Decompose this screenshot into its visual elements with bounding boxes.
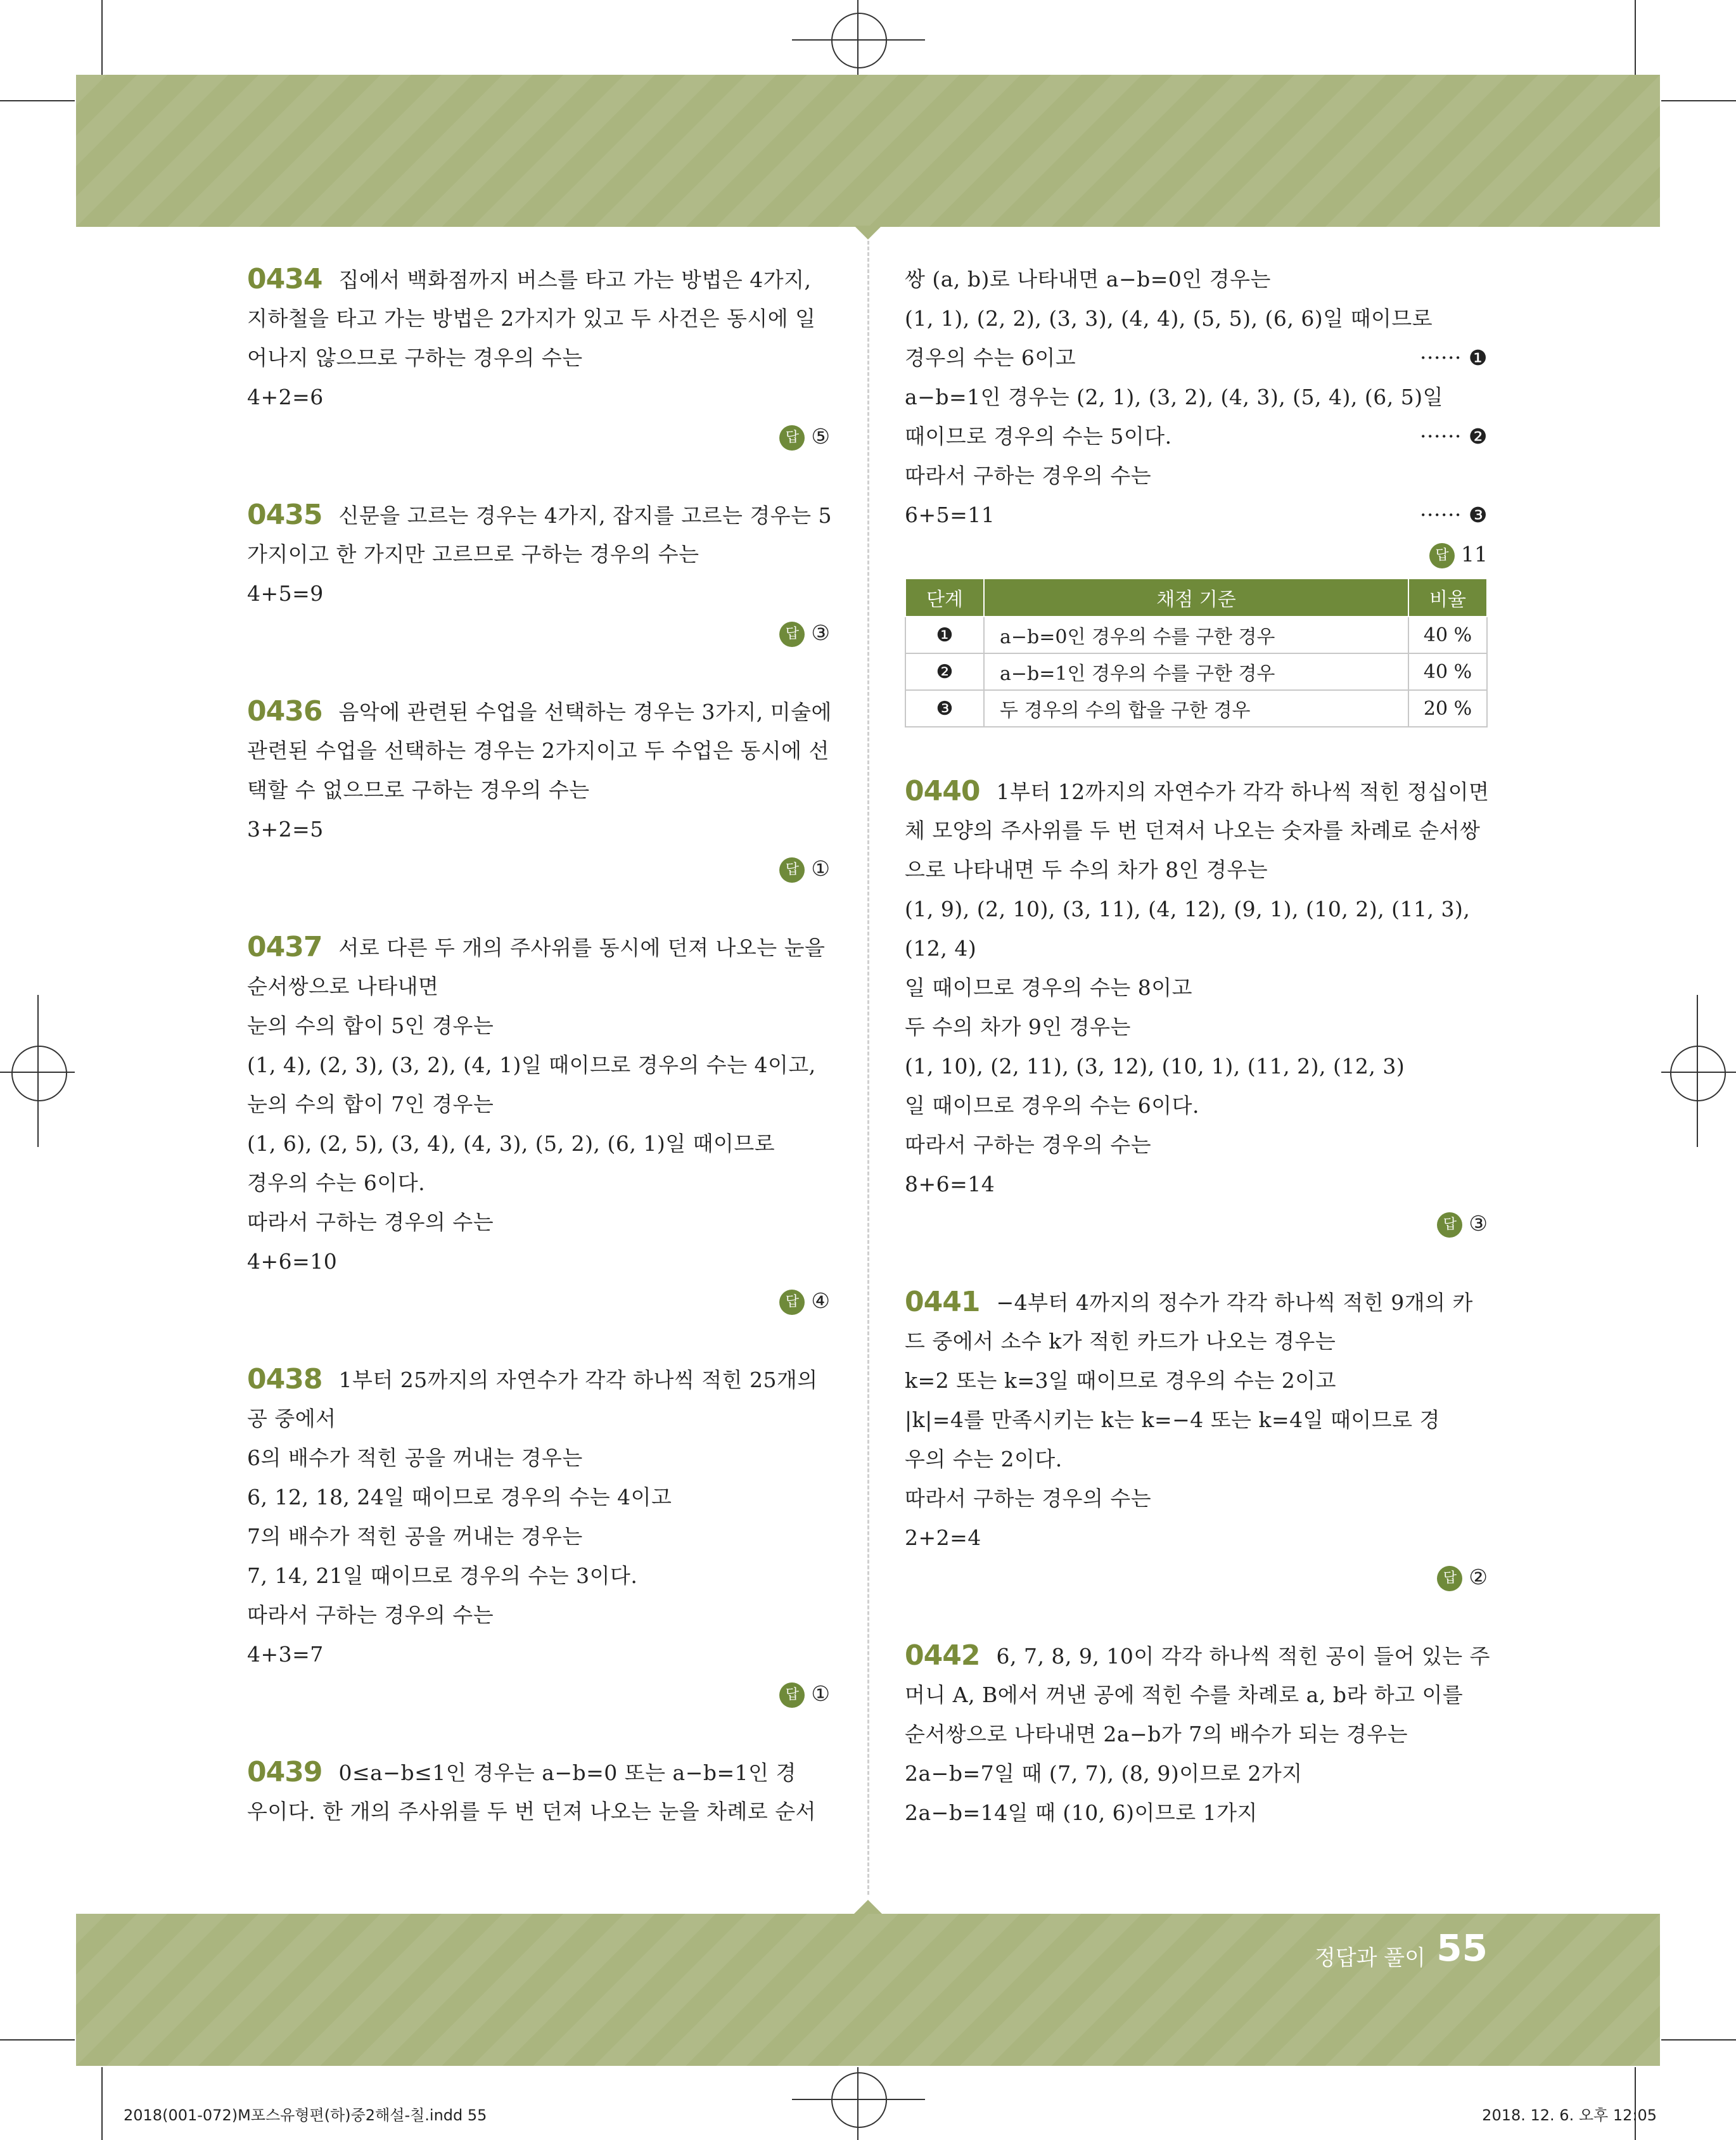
answer-badge: 답 bbox=[779, 622, 805, 647]
solution-text: 가지이고 한 가지만 고르므로 구하는 경우의 수는 bbox=[247, 542, 699, 567]
problem-number: 0441 bbox=[905, 1286, 980, 1318]
table-cell: ❷ bbox=[905, 653, 984, 690]
problem-0436 bbox=[247, 692, 830, 888]
solution-text: 1부터 25까지의 자연수가 각각 하나씩 적힌 25개의 bbox=[338, 1368, 818, 1392]
answer bbox=[247, 613, 830, 653]
solution-line bbox=[905, 1400, 1488, 1440]
solution-line bbox=[247, 1046, 830, 1085]
table-row bbox=[905, 617, 1487, 653]
solution-line bbox=[905, 1715, 1488, 1754]
problem-number: 0436 bbox=[247, 695, 322, 727]
solution-text: 드 중에서 소수 k가 적힌 카드가 나오는 경우는 bbox=[905, 1329, 1336, 1354]
solution-text: −4부터 4까지의 정수가 각각 하나씩 적힌 9개의 카 bbox=[996, 1290, 1473, 1315]
problem-number: 0435 bbox=[247, 499, 322, 531]
solution-line bbox=[247, 496, 830, 535]
solution-text: 일 때이므로 경우의 수는 8이고 bbox=[905, 975, 1192, 1000]
solution-line bbox=[905, 338, 1488, 378]
solution-line bbox=[247, 771, 830, 810]
solution-text: 0≤a−b≤1인 경우는 a−b=0 또는 a−b=1인 경 bbox=[338, 1760, 796, 1785]
solution-line bbox=[247, 574, 830, 613]
solution-text: 8+6=14 bbox=[905, 1172, 995, 1196]
registration-line bbox=[857, 2067, 858, 2140]
solution-text: 4+3=7 bbox=[247, 1642, 324, 1667]
table-cell: a−b=0인 경우의 수를 구한 경우 bbox=[984, 617, 1408, 653]
problem-0438 bbox=[247, 1360, 830, 1714]
answer-value: ② bbox=[1469, 1565, 1488, 1589]
table-row bbox=[905, 690, 1487, 727]
header-notch bbox=[854, 226, 882, 240]
problem-0439 bbox=[247, 1753, 830, 1831]
answer-value: ③ bbox=[1469, 1211, 1488, 1236]
solution-text: 일 때이므로 경우의 수는 6이다. bbox=[905, 1093, 1199, 1118]
answer-badge: 답 bbox=[779, 857, 805, 883]
solution-text: (1, 9), (2, 10), (3, 11), (4, 12), (9, 1), (10, 2), (11, 3), bbox=[905, 897, 1471, 921]
solution-text: 음악에 관련된 수업을 선택하는 경우는 3가지, 미술에 bbox=[338, 700, 832, 724]
answer-badge: 답 bbox=[1437, 1566, 1462, 1591]
solution-0439-continued bbox=[905, 260, 1488, 574]
solution-line bbox=[247, 1124, 830, 1163]
crop-mark bbox=[0, 2039, 75, 2041]
solution-text: 택할 수 없으므로 구하는 경우의 수는 bbox=[247, 778, 590, 802]
solution-line bbox=[905, 1793, 1488, 1833]
solution-text: (1, 1), (2, 2), (3, 3), (4, 4), (5, 5), (6, 6)일 때이므로 bbox=[905, 306, 1433, 331]
registration-line bbox=[857, 0, 858, 75]
solution-text: 따라서 구하는 경우의 수는 bbox=[905, 1132, 1152, 1157]
solution-line bbox=[247, 810, 830, 849]
solution-line bbox=[905, 456, 1488, 496]
table-cell: 두 경우의 수의 합을 구한 경우 bbox=[984, 690, 1408, 727]
solution-line bbox=[905, 1283, 1488, 1322]
solution-line bbox=[905, 1047, 1488, 1086]
solution-text: 4+5=9 bbox=[247, 581, 324, 606]
solution-text: 신문을 고르는 경우는 4가지, 잡지를 고르는 경우는 5 bbox=[338, 503, 832, 528]
solution-text: 따라서 구하는 경우의 수는 bbox=[905, 1486, 1152, 1511]
table-header: 단계 bbox=[905, 579, 984, 617]
slug-date: 2018. 12. 6. 오후 12:05 bbox=[1482, 2106, 1657, 2124]
problem-0441 bbox=[905, 1283, 1488, 1597]
solution-text: 눈의 수의 합이 5인 경우는 bbox=[247, 1013, 494, 1038]
solution-text: 머니 A, B에서 꺼낸 공에 적힌 수를 차례로 a, b라 하고 이를 bbox=[905, 1682, 1464, 1707]
crop-mark bbox=[1661, 100, 1736, 101]
registration-mark bbox=[831, 2072, 887, 2128]
table-cell: ❸ bbox=[905, 690, 984, 727]
problem-0437 bbox=[247, 928, 830, 1321]
solution-line bbox=[905, 1165, 1488, 1204]
solution-line bbox=[905, 890, 1488, 929]
answer bbox=[905, 1558, 1488, 1597]
answer-value: ③ bbox=[811, 620, 830, 645]
page-number: 55 bbox=[1436, 1926, 1488, 1970]
solution-line bbox=[247, 1517, 830, 1556]
solution-line bbox=[905, 1322, 1488, 1361]
scoring-table bbox=[905, 578, 1488, 727]
problem-number: 0438 bbox=[247, 1363, 322, 1395]
solution-text: 관련된 수업을 선택하는 경우는 2가지이고 두 수업은 동시에 선 bbox=[247, 738, 829, 763]
solution-line bbox=[905, 929, 1488, 968]
registration-mark bbox=[831, 13, 887, 68]
solution-line bbox=[905, 968, 1488, 1008]
solution-text: 순서쌍으로 나타내면 2a−b가 7의 배수가 되는 경우는 bbox=[905, 1722, 1408, 1746]
solution-text: (1, 6), (2, 5), (3, 4), (4, 3), (5, 2), (6, 1)일 때이므로 bbox=[247, 1131, 775, 1156]
solution-line bbox=[905, 850, 1488, 890]
step-marker: ······ ❷ bbox=[1419, 424, 1488, 449]
solution-text: 4+2=6 bbox=[247, 385, 324, 409]
answer-value: ① bbox=[811, 856, 830, 881]
table-cell: 40 % bbox=[1408, 617, 1487, 653]
solution-text: 6, 12, 18, 24일 때이므로 경우의 수는 4이고 bbox=[247, 1485, 672, 1509]
solution-text: 어나지 않으므로 구하는 경우의 수는 bbox=[247, 345, 583, 370]
problem-0434 bbox=[247, 260, 830, 456]
left-column bbox=[247, 260, 830, 1831]
problem-0440 bbox=[905, 772, 1488, 1243]
answer bbox=[247, 1281, 830, 1321]
crop-mark bbox=[1661, 2039, 1736, 2041]
solution-line bbox=[247, 1163, 830, 1203]
problem-number: 0434 bbox=[247, 263, 322, 295]
solution-text: 으로 나타내면 두 수의 차가 8인 경우는 bbox=[905, 857, 1268, 882]
solution-line bbox=[905, 1440, 1488, 1479]
solution-text: 경우의 수는 6이다. bbox=[247, 1170, 426, 1195]
solution-text: 따라서 구하는 경우의 수는 bbox=[247, 1210, 494, 1234]
solution-line bbox=[247, 731, 830, 771]
slug-file: 2018(001-072)M포스유형편(하)중2해설-칠.indd 55 bbox=[124, 2106, 487, 2124]
solution-text: 집에서 백화점까지 버스를 타고 가는 방법은 4가지, bbox=[338, 267, 812, 292]
right-column bbox=[905, 260, 1488, 1833]
solution-line bbox=[247, 1399, 830, 1438]
registration-line bbox=[37, 995, 39, 1147]
solution-line bbox=[247, 1753, 830, 1792]
table-cell: 20 % bbox=[1408, 690, 1487, 727]
problem-0435 bbox=[247, 496, 830, 653]
problem-number: 0437 bbox=[247, 931, 322, 963]
table-header: 채점 기준 bbox=[984, 579, 1408, 617]
answer-badge: 답 bbox=[779, 1290, 805, 1315]
solution-text: 경우의 수는 6이고 bbox=[905, 345, 1076, 370]
answer-value: ④ bbox=[811, 1288, 830, 1313]
solution-text: 때이므로 경우의 수는 5이다. bbox=[905, 424, 1172, 449]
solution-text: (1, 4), (2, 3), (3, 2), (4, 1)일 때이므로 경우의 수는 4이고, bbox=[247, 1053, 816, 1077]
crop-mark bbox=[101, 0, 103, 75]
solution-text: 따라서 구하는 경우의 수는 bbox=[247, 1603, 494, 1627]
solution-text: 3+2=5 bbox=[247, 817, 324, 842]
solution-text: 지하철을 타고 가는 방법은 2가지가 있고 두 사건은 동시에 일 bbox=[247, 306, 816, 331]
solution-text: 공 중에서 bbox=[247, 1406, 336, 1431]
header-band bbox=[76, 75, 1660, 227]
solution-line bbox=[905, 772, 1488, 811]
solution-line bbox=[905, 1675, 1488, 1715]
solution-line bbox=[247, 1478, 830, 1517]
answer-badge: 답 bbox=[1429, 543, 1455, 568]
right-problems bbox=[905, 772, 1488, 1833]
step-marker: ······ ❶ bbox=[1419, 345, 1488, 370]
solution-text: 7의 배수가 적힌 공을 꺼내는 경우는 bbox=[247, 1524, 583, 1549]
solution-text: 두 수의 차가 9인 경우는 bbox=[905, 1015, 1131, 1039]
registration-line bbox=[1697, 995, 1698, 1147]
crop-mark bbox=[1635, 0, 1636, 75]
solution-line bbox=[905, 1008, 1488, 1047]
solution-line bbox=[905, 299, 1488, 338]
answer-value: ⑤ bbox=[811, 424, 830, 449]
solution-text: (1, 10), (2, 11), (3, 12), (10, 1), (11, 2), (12, 3) bbox=[905, 1054, 1405, 1079]
solution-text: 6의 배수가 적힌 공을 꺼내는 경우는 bbox=[247, 1445, 583, 1470]
solution-line bbox=[905, 260, 1488, 299]
solution-text: a−b=1인 경우는 (2, 1), (3, 2), (4, 3), (5, 4), (6, 5)일 bbox=[905, 385, 1443, 409]
solution-text: 2a−b=14일 때 (10, 6)이므로 1가지 bbox=[905, 1800, 1258, 1825]
problem-number: 0440 bbox=[905, 775, 980, 807]
solution-text: 2a−b=7일 때 (7, 7), (8, 9)이므로 2가지 bbox=[905, 1761, 1303, 1786]
table-row bbox=[905, 653, 1487, 690]
answer-value: 11 bbox=[1461, 542, 1488, 567]
solution-text: 우의 수는 2이다. bbox=[905, 1447, 1063, 1471]
solution-text: 6+5=11 bbox=[905, 503, 995, 527]
answer bbox=[247, 849, 830, 888]
solution-line bbox=[905, 417, 1488, 456]
solution-line bbox=[905, 378, 1488, 417]
answer-badge: 답 bbox=[1437, 1212, 1462, 1238]
solution-text: 순서쌍으로 나타내면 bbox=[247, 974, 439, 999]
solution-line bbox=[247, 1203, 830, 1242]
solution-line bbox=[247, 299, 830, 338]
solution-line bbox=[905, 496, 1488, 535]
solution-line bbox=[247, 1360, 830, 1399]
problem-number: 0439 bbox=[247, 1756, 322, 1788]
solution-text: 우이다. 한 개의 주사위를 두 번 던져 나오는 눈을 차례로 순서 bbox=[247, 1799, 816, 1824]
solution-text: 체 모양의 주사위를 두 번 던져서 나오는 숫자를 차례로 순서쌍 bbox=[905, 818, 1481, 843]
solution-text: 6, 7, 8, 9, 10이 각각 하나씩 적힌 공이 들어 있는 주 bbox=[996, 1644, 1490, 1669]
solution-text: 7, 14, 21일 때이므로 경우의 수는 3이다. bbox=[247, 1563, 638, 1588]
solution-line bbox=[247, 338, 830, 378]
solution-line bbox=[247, 1792, 830, 1831]
solution-line bbox=[247, 1635, 830, 1674]
table-cell: ❶ bbox=[905, 617, 984, 653]
registration-mark bbox=[1670, 1046, 1726, 1101]
table-cell: a−b=1인 경우의 수를 구한 경우 bbox=[984, 653, 1408, 690]
footer-band bbox=[76, 1914, 1660, 2066]
table-cell: 40 % bbox=[1408, 653, 1487, 690]
problem-0442 bbox=[905, 1636, 1488, 1833]
solution-text: (12, 4) bbox=[905, 936, 977, 961]
answer bbox=[905, 1204, 1488, 1243]
solution-line bbox=[247, 1438, 830, 1478]
solution-text: k=2 또는 k=3일 때이므로 경우의 수는 2이고 bbox=[905, 1368, 1337, 1393]
solution-text: 1부터 12까지의 자연수가 각각 하나씩 적힌 정십이면 bbox=[996, 779, 1490, 804]
answer-value: ① bbox=[811, 1681, 830, 1706]
solution-line bbox=[247, 1556, 830, 1596]
crop-mark bbox=[0, 100, 75, 101]
solution-line bbox=[247, 1085, 830, 1124]
registration-line bbox=[792, 2099, 925, 2100]
solution-text: 눈의 수의 합이 7인 경우는 bbox=[247, 1092, 494, 1117]
solution-text: 2+2=4 bbox=[905, 1525, 981, 1550]
answer-badge: 답 bbox=[779, 1682, 805, 1708]
solution-line bbox=[247, 928, 830, 967]
solution-line bbox=[247, 967, 830, 1006]
registration-line bbox=[792, 39, 925, 41]
solution-line bbox=[905, 1636, 1488, 1675]
solution-line bbox=[905, 1518, 1488, 1558]
footer-label: 정답과 풀이 bbox=[1314, 1945, 1426, 1971]
answer bbox=[247, 1674, 830, 1714]
solution-line bbox=[905, 1361, 1488, 1400]
solution-line bbox=[247, 1242, 830, 1281]
solution-text: 서로 다른 두 개의 주사위를 동시에 던져 나오는 눈을 bbox=[338, 935, 826, 960]
answer bbox=[247, 417, 830, 456]
solution-text: 따라서 구하는 경우의 수는 bbox=[905, 463, 1152, 488]
solution-line bbox=[905, 1479, 1488, 1518]
solution-line bbox=[247, 692, 830, 731]
solution-line bbox=[247, 378, 830, 417]
solution-line bbox=[247, 260, 830, 299]
crop-mark bbox=[101, 2067, 103, 2140]
solution-text: |k|=4를 만족시키는 k는 k=−4 또는 k=4일 때이므로 경 bbox=[905, 1407, 1440, 1432]
registration-line bbox=[1661, 1072, 1736, 1073]
solution-text: 쌍 (a, b)로 나타내면 a−b=0인 경우는 bbox=[905, 267, 1271, 292]
answer bbox=[905, 535, 1488, 574]
solution-line bbox=[905, 1754, 1488, 1793]
table-header: 비율 bbox=[1408, 579, 1487, 617]
solution-line bbox=[247, 1596, 830, 1635]
registration-mark bbox=[11, 1046, 67, 1101]
solution-line bbox=[247, 1006, 830, 1046]
solution-line bbox=[905, 1125, 1488, 1165]
answer-badge: 답 bbox=[779, 425, 805, 451]
solution-text: 4+6=10 bbox=[247, 1249, 338, 1274]
column-divider bbox=[867, 241, 869, 1895]
solution-line bbox=[905, 811, 1488, 850]
footer-notch bbox=[854, 1900, 882, 1914]
solution-line bbox=[247, 535, 830, 574]
step-marker: ······ ❸ bbox=[1419, 503, 1488, 527]
problem-number: 0442 bbox=[905, 1639, 980, 1672]
solution-line bbox=[905, 1086, 1488, 1125]
